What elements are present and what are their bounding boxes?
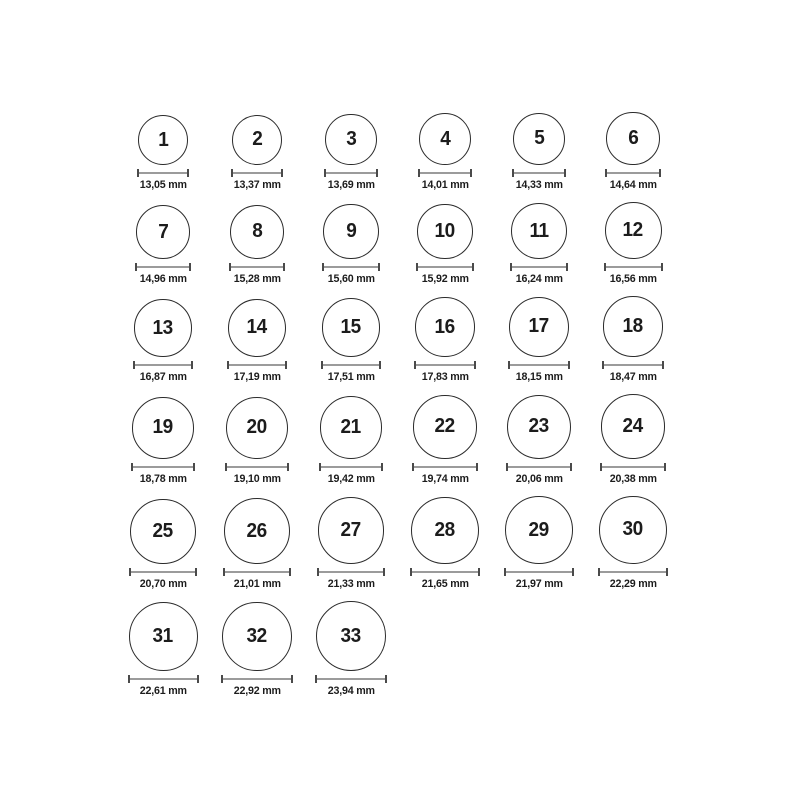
ring-size-number: 12 (622, 219, 644, 242)
measure-bar-line (321, 466, 382, 468)
ring-size-number: 23 (528, 415, 550, 438)
ring-circle (230, 205, 284, 259)
ring-size-cell (304, 396, 398, 486)
chart-row (116, 202, 800, 286)
ring-size-number: 21 (340, 415, 362, 438)
measure-bar-line (514, 172, 565, 174)
measure-bar (229, 263, 285, 271)
measure-bar (317, 568, 386, 576)
ring-circle (507, 395, 571, 459)
ring-size-number: 6 (627, 127, 639, 150)
chart-row (116, 496, 800, 591)
measure-bar-line (512, 266, 566, 268)
diameter-label: 15,28 mm (233, 273, 281, 286)
measure-bar-line (139, 172, 187, 174)
diameter-label: 18,47 mm (609, 370, 657, 383)
ring-size-cell (398, 204, 492, 287)
ring-size-number: 10 (434, 219, 456, 242)
measure-bar-line (135, 364, 191, 366)
ring-size-cell (586, 202, 680, 286)
ring-size-cell (492, 496, 586, 591)
measure-bar-line (323, 364, 380, 366)
measure-bar-line (606, 266, 661, 268)
measure-bar (506, 463, 572, 471)
ring-size-cell (210, 397, 304, 486)
ring-circle (419, 113, 471, 165)
diameter-label: 15,92 mm (421, 273, 469, 286)
measure-bar (504, 568, 574, 576)
measure-bar (512, 169, 567, 177)
ring-size-cell (116, 205, 210, 286)
ring-size-number: 33 (340, 624, 362, 647)
diameter-label: 20,06 mm (515, 472, 563, 485)
diameter-label: 16,87 mm (139, 370, 187, 383)
measure-bar (135, 263, 191, 271)
measure-bar (510, 263, 568, 271)
diameter-label: 22,29 mm (609, 577, 657, 590)
measure-bar-line (229, 364, 285, 366)
measure-bar-line (420, 172, 470, 174)
diameter-label: 14,64 mm (609, 179, 657, 192)
diameter-label: 18,78 mm (139, 472, 187, 485)
ring-size-cell (116, 602, 210, 698)
ring-size-cell (304, 497, 398, 591)
ring-size-cell (304, 114, 398, 192)
diameter-label: 19,42 mm (327, 472, 375, 485)
ring-size-cell (492, 203, 586, 286)
ring-size-number: 7 (157, 220, 169, 243)
diameter-label: 21,97 mm (515, 577, 563, 590)
ring-circle (513, 113, 566, 166)
diameter-label: 17,83 mm (421, 370, 469, 383)
ring-circle (417, 204, 473, 260)
measure-bar (602, 361, 665, 369)
measure-bar-line (223, 678, 291, 680)
ring-circle (136, 205, 190, 259)
measure-bar-line (607, 172, 658, 174)
measure-bar (508, 361, 570, 369)
ring-circle (509, 297, 569, 357)
ring-circle (601, 394, 666, 459)
diameter-label: 15,60 mm (327, 273, 375, 286)
ring-size-number: 28 (434, 518, 456, 541)
ring-size-number: 24 (622, 414, 644, 437)
ring-size-cell (398, 113, 492, 192)
ring-circle (130, 499, 195, 564)
measure-bar-line (137, 266, 189, 268)
ring-size-number: 19 (152, 416, 174, 439)
diameter-label: 16,56 mm (609, 273, 657, 286)
measure-bar (604, 263, 663, 271)
ring-circle (226, 397, 288, 459)
ring-size-cell (586, 394, 680, 486)
diameter-label: 18,15 mm (515, 370, 563, 383)
measure-bar-line (225, 571, 289, 573)
ring-size-number: 26 (246, 519, 268, 542)
measure-bar (319, 463, 384, 471)
ring-circle (316, 601, 386, 671)
diameter-label: 17,51 mm (327, 370, 375, 383)
diameter-label: 22,61 mm (139, 685, 187, 698)
measure-bar (414, 361, 476, 369)
diameter-label: 23,94 mm (327, 685, 375, 698)
ring-circle (605, 202, 662, 259)
measure-bar-line (506, 571, 572, 573)
diameter-label: 14,01 mm (421, 179, 469, 192)
measure-bar (418, 169, 472, 177)
ring-size-number: 2 (251, 128, 263, 151)
ring-size-number: 27 (340, 519, 362, 542)
ring-size-number: 8 (251, 220, 263, 243)
ring-size-number: 15 (340, 316, 362, 339)
ring-size-number: 13 (152, 316, 174, 339)
ring-size-number: 20 (246, 416, 268, 439)
measure-bar-line (227, 466, 287, 468)
ring-circle (228, 299, 286, 357)
ring-size-cell (304, 298, 398, 384)
measure-bar-line (133, 466, 192, 468)
ring-circle (132, 397, 193, 458)
ring-circle (134, 299, 192, 357)
chart-row (116, 394, 800, 486)
ring-size-number: 14 (246, 316, 268, 339)
ring-size-number: 3 (345, 128, 357, 151)
ring-size-number: 9 (345, 220, 357, 243)
chart-row (116, 601, 800, 698)
measure-bar (324, 169, 377, 177)
ring-size-cell (210, 299, 304, 384)
ring-size-number: 32 (246, 624, 268, 647)
ring-size-cell (210, 498, 304, 591)
measure-bar-line (326, 172, 375, 174)
measure-bar-line (131, 571, 194, 573)
measure-bar (128, 675, 199, 683)
measure-bar (221, 675, 293, 683)
diameter-label: 20,70 mm (139, 577, 187, 590)
ring-size-cell (210, 602, 304, 699)
measure-bar (131, 463, 194, 471)
measure-bar (412, 463, 477, 471)
diameter-label: 13,69 mm (327, 179, 375, 192)
ring-size-cell (116, 397, 210, 485)
measure-bar (321, 361, 382, 369)
measure-bar (598, 568, 668, 576)
measure-bar-line (602, 466, 665, 468)
ring-circle (318, 497, 385, 564)
diameter-label: 14,96 mm (139, 273, 187, 286)
measure-bar-line (510, 364, 568, 366)
diameter-label: 14,33 mm (515, 179, 563, 192)
measure-bar (227, 361, 287, 369)
ring-circle (222, 602, 292, 672)
ring-size-number: 4 (439, 127, 451, 150)
measure-bar-line (604, 364, 663, 366)
chart-row (116, 112, 800, 192)
measure-bar-line (233, 172, 282, 174)
ring-circle (232, 115, 283, 166)
ring-size-number: 17 (528, 315, 550, 338)
ring-circle (603, 296, 664, 357)
ring-size-number: 18 (622, 315, 644, 338)
ring-size-cell (116, 299, 210, 384)
ring-size-cell (492, 113, 586, 193)
ring-circle (415, 297, 475, 357)
ring-size-number: 5 (533, 127, 545, 150)
diameter-label: 16,24 mm (515, 273, 563, 286)
ring-size-cell (398, 297, 492, 384)
ring-size-cell (398, 497, 492, 591)
measure-bar (225, 463, 289, 471)
ring-size-cell (398, 395, 492, 485)
diameter-label: 19,74 mm (421, 472, 469, 485)
ring-circle (224, 498, 290, 564)
ring-size-cell (116, 499, 210, 591)
measure-bar (223, 568, 291, 576)
chart-row (116, 296, 800, 384)
ring-size-cell (586, 112, 680, 192)
ring-circle (323, 204, 378, 259)
ring-circle (411, 497, 478, 564)
diameter-label: 21,65 mm (421, 577, 469, 590)
measure-bar (410, 568, 479, 576)
diameter-label: 21,01 mm (233, 577, 281, 590)
ring-size-number: 29 (528, 518, 550, 541)
measure-bar (315, 675, 387, 683)
ring-size-number: 31 (152, 625, 174, 648)
ring-size-number: 1 (157, 128, 169, 151)
diameter-label: 13,05 mm (139, 179, 187, 192)
ring-size-number: 25 (152, 519, 174, 542)
measure-bar (600, 463, 667, 471)
measure-bar-line (231, 266, 283, 268)
measure-bar-line (416, 364, 474, 366)
ring-circle (322, 298, 381, 357)
measure-bar-line (317, 678, 385, 680)
ring-circle (325, 114, 376, 165)
ring-circle (413, 395, 476, 458)
ring-circle (505, 496, 573, 564)
measure-bar (605, 169, 660, 177)
measure-bar-line (600, 571, 666, 573)
measure-bar-line (324, 266, 377, 268)
ring-circle (138, 115, 188, 165)
measure-bar (129, 568, 196, 576)
ring-size-number: 11 (529, 219, 549, 242)
ring-circle (320, 396, 383, 459)
measure-bar-line (418, 266, 472, 268)
measure-bar (416, 263, 474, 271)
ring-size-number: 22 (434, 415, 456, 438)
measure-bar (231, 169, 284, 177)
measure-bar (133, 361, 193, 369)
measure-bar (137, 169, 189, 177)
ring-circle (511, 203, 567, 259)
diameter-label: 13,37 mm (233, 179, 281, 192)
diameter-label: 17,19 mm (233, 370, 281, 383)
measure-bar-line (130, 678, 197, 680)
ring-size-cell (586, 496, 680, 591)
ring-size-cell (304, 601, 398, 698)
ring-size-number: 30 (622, 518, 644, 541)
measure-bar-line (319, 571, 384, 573)
measure-bar-line (414, 466, 475, 468)
ring-size-number: 16 (434, 315, 456, 338)
ring-circle (606, 112, 659, 165)
diameter-label: 20,38 mm (609, 472, 657, 485)
measure-bar-line (412, 571, 477, 573)
ring-size-cell (586, 296, 680, 384)
ring-size-cell (492, 395, 586, 486)
diameter-label: 19,10 mm (233, 472, 281, 485)
ring-size-cell (116, 115, 210, 192)
ring-size-cell (304, 204, 398, 286)
diameter-label: 21,33 mm (327, 577, 375, 590)
ring-size-cell (210, 205, 304, 286)
measure-bar-line (508, 466, 570, 468)
ring-circle (129, 602, 198, 671)
ring-size-cell (210, 115, 304, 193)
measure-bar (322, 263, 379, 271)
ring-circle (599, 496, 667, 564)
ring-size-cell (492, 297, 586, 384)
diameter-label: 22,92 mm (233, 685, 281, 698)
